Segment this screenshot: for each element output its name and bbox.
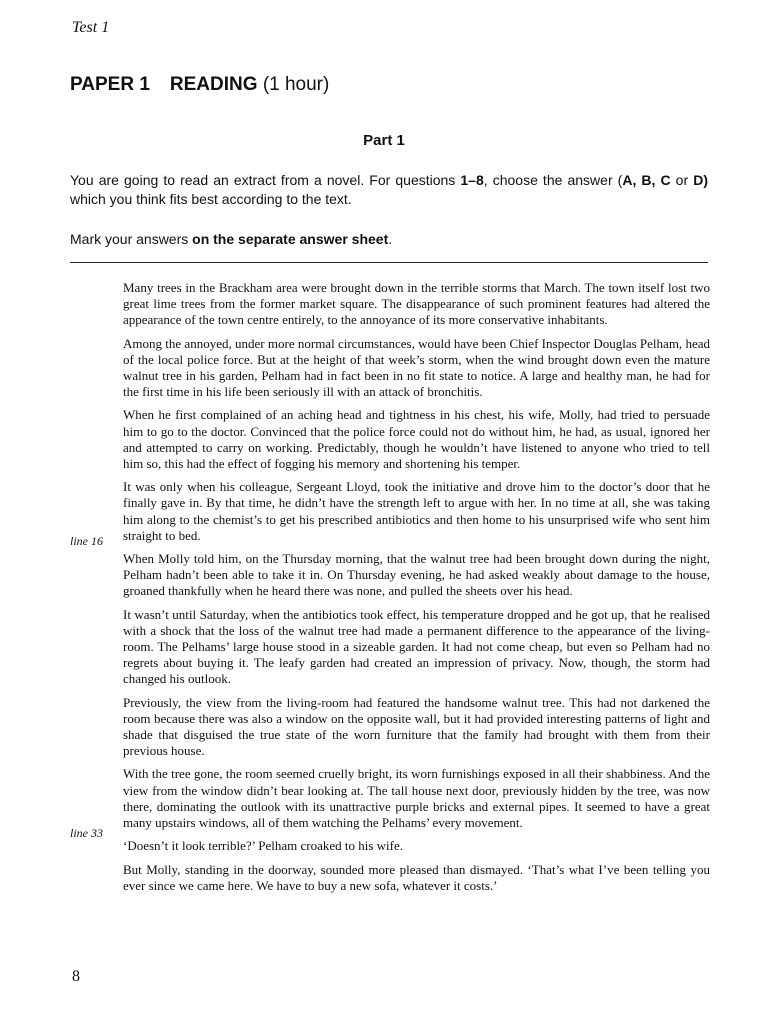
instr-questions: 1–8 (460, 172, 484, 188)
instr-text: Mark your answers (70, 231, 193, 247)
answer-sheet-emphasis: on the separate answer sheet (192, 231, 389, 247)
instr-text: or (670, 172, 694, 188)
line-ref-33: line 33 (70, 826, 103, 840)
passage-paragraph: But Molly, standing in the doorway, sounded more pleased than dismayed. ‘That’s what I’ve been telling you ever since we came here. We have to buy a new sofa, whatever it costs.’ (123, 861, 710, 893)
page-number: 8 (72, 968, 80, 985)
part-title: Part 1 (363, 132, 405, 149)
passage-paragraph: Among the annoyed, under more normal circumstances, would have been Chief Inspector Douglas Pelham, head of the local police force. But at the height of that week’s storm, when the wind brought down even the mature walnut tree in his garden, Pelham had in fact been in no fit state to notice. A large and healthy man, he had for the first time in his life been seriously ill with an attack of bronchitis. (123, 335, 710, 400)
instructions-paragraph (70, 171, 708, 209)
instr-text: You are going to read an extract from a novel. For questions (70, 172, 461, 188)
paper-number: PAPER 1 (70, 74, 150, 95)
paper-duration: (1 hour) (262, 74, 330, 95)
passage-paragraph: When Molly told him, on the Thursday morning, that the walnut tree had been brought down during the night, Pelham hadn’t been able to take it in. On Thursday evening, he had asked weakly about damage to the house, groaned thankfully when he heard there was none, and pulled the sheets over his head. (123, 551, 710, 599)
answer-sheet-instruction (70, 230, 708, 249)
passage-paragraph: ‘Doesn’t it look terrible?’ Pelham croaked to his wife. (123, 838, 404, 854)
passage-paragraph: It wasn’t until Saturday, when the antibiotics took effect, his temperature dropped and he got up, that he realised with a shock that the loss of the walnut tree had made a permanent difference to the appearance of the living-room. The Pelhams’ large house stood in a sizeable garden. It had not come cheap, but even so Pelham had no regrets about buying it. The leafy garden had created an impression of privacy. Now, though, the storm had changed his outlook. (123, 606, 710, 687)
divider (70, 262, 708, 263)
passage (123, 280, 710, 901)
line-ref-16: line 16 (70, 534, 103, 548)
passage-paragraph: It was only when his colleague, Sergeant Lloyd, took the initiative and drove him to the doctor’s door that he finally gave in. By that time, he didn’t have the strength left to argue with her. In no time at all, she was taking him along to the chemist’s to get his prescribed antibiotics and then home to his unsurprised wife who sent him straight to bed. (123, 479, 710, 543)
paper-section: READING (169, 74, 258, 95)
running-head: Test 1 (72, 19, 110, 36)
instr-options: A, B, C (622, 172, 671, 188)
passage-paragraph: When he first complained of an aching head and tightness in his chest, his wife, Molly, had tried to persuade him to go to the doctor. Convinced that the police force could not do without him, he had, as usual, ignored her and attempted to carry on working. Predictably, though he wouldn’t have listened to anyone who tried to tell him so, this had the effect of fogging his memory and shortening his temper. (123, 407, 710, 472)
passage-paragraph: Previously, the view from the living-room had featured the handsome walnut tree. This had not darkened the room because there was also a window on the opposite wall, but it had provided interesting patterns of light and shade that disguised the true state of the worn furniture that the family had brought with them from their previous house. (123, 694, 710, 759)
instr-option-d: D) (693, 172, 708, 188)
passage-paragraph: Many trees in the Brackham area were brought down in the terrible storms that March. The town itself lost two great lime trees from the former market square. The disappearance of such prominent features had altered the appearance of the town centre entirely, to the annoyance of its more conservative inhabitants. (123, 280, 710, 328)
instr-text: . (388, 231, 393, 247)
passage-paragraph: With the tree gone, the room seemed cruelly bright, its worn furnishings exposed in all their shabbiness. And the view from the window didn’t bear looking at. The tall house next door, previously hidden by the tree, was now there, dominating the outlook with its unattractive purple bricks and external pipes. It seemed to have a great many upstairs windows, all of them watching the Pelhams’ every movement. (123, 766, 710, 831)
instr-text: , choose the answer ( (483, 172, 623, 188)
instr-text: which you think fits best according to the text. (70, 191, 352, 207)
paper-title (70, 74, 329, 96)
